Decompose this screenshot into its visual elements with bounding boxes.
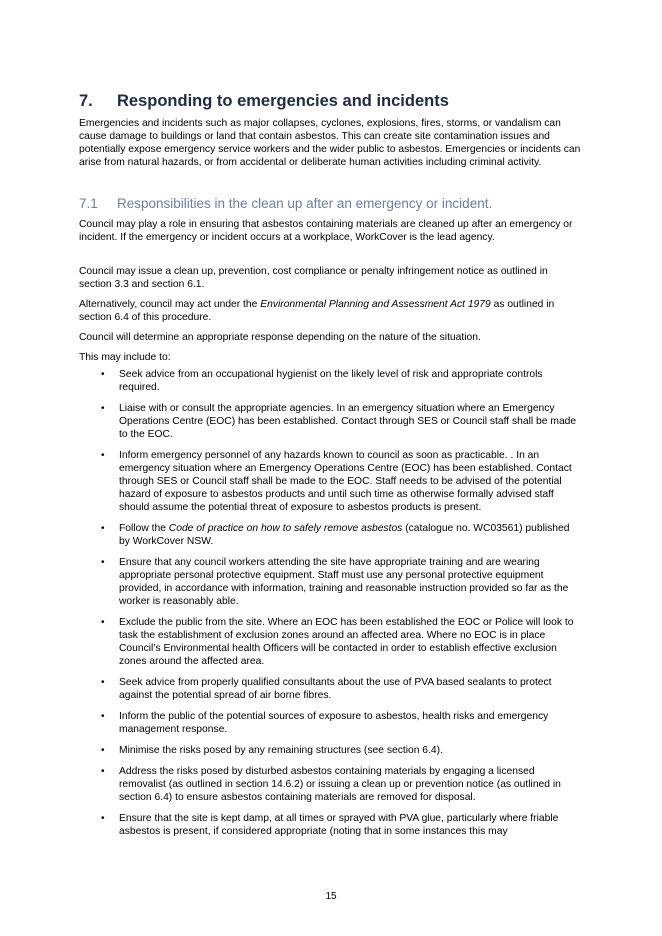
list-item: • Ensure that any council workers attending the site have appropriate training and are wearing appropriate personal protective equipment. Staff must use any personal protective equipment provided, in accordance with information, training and reasonable instruction provided so far as the worker is reasonably able. bbox=[101, 557, 569, 607]
paragraph: Alternatively, council may act under the Environmental Planning and Assessment Act 1979 as outlined in section 6.4 of this procedure. bbox=[79, 299, 555, 323]
bullet-icon: • bbox=[101, 450, 105, 461]
bullet-icon: • bbox=[101, 557, 105, 568]
list-item: • Minimise the risks posed by any remaining structures (see section 6.4). bbox=[101, 745, 443, 756]
bullet-icon: • bbox=[101, 711, 105, 722]
section-title: Responding to emergencies and incidents bbox=[117, 92, 449, 110]
subsection-title: Responsibilities in the clean up after an emergency or incident. bbox=[117, 196, 493, 211]
list-item: • Seek advice from an occupational hygienist on the likely level of risk and appropriate controls required. bbox=[101, 369, 543, 393]
bullet-icon: • bbox=[101, 523, 105, 534]
list-item: • Address the risks posed by disturbed asbestos containing materials by engaging a licensed removalist (as outlined in section 14.6.2) or issuing a clean up or prevention notice (as outlined in section 6.4) to ensure asbestos containing materials are removed for disposal. bbox=[101, 766, 561, 803]
paragraph: Council may play a role in ensuring that asbestos containing materials are cleaned up after an emergency or incident. If the emergency or incident occurs at a workplace, WorkCover is the lead agency. bbox=[79, 219, 573, 243]
bullet-icon: • bbox=[101, 766, 105, 777]
bullet-icon: • bbox=[101, 745, 105, 756]
list-item: • Inform emergency personnel of any hazards known to council as soon as practicable. . In an emergency situation where an Emergency Operations Centre (EOC) has been established. Contact through SES or Council staff shall be made to the EOC. Staff needs to be advised of the potential hazard of exposure to asbestos products and until such time as otherwise formally advised staff should assume the potential threat of exposure to asbestos products is present. bbox=[101, 450, 572, 513]
section-intro: Emergencies and incidents such as major collapses, cyclones, explosions, fires, storms, or vandalism can cause damage to buildings or land that contain asbestos. This can create site contamination issues and potentially expose emergency service workers and the wider public to asbestos. Emergencies or incidents can arise from natural hazards, or from accidental or deliberate human activities including criminal activity. bbox=[79, 118, 581, 168]
section-heading bbox=[79, 92, 583, 111]
list-item: • Exclude the public from the site. Where an EOC has been established the EOC or Police will look to task the establishment of exclusion zones around an affected area. Where no EOC is in place Council’s Environmental health Officers will be contacted in order to establish effective exclusion zones around the affected area. bbox=[101, 617, 574, 667]
subsection-number: 7.1 bbox=[79, 196, 98, 211]
list-item: • Follow the Code of practice on how to safely remove asbestos (catalogue no. WC03561) published by WorkCover NSW. bbox=[101, 523, 570, 547]
bullet-icon: • bbox=[101, 369, 105, 380]
subsection-heading bbox=[79, 196, 583, 211]
list-item: • Ensure that the site is kept damp, at all times or sprayed with PVA glue, particularly where friable asbestos is present, if considered appropriate (noting that in some instances this may bbox=[101, 813, 559, 837]
list-item: • Seek advice from properly qualified consultants about the use of PVA based sealants to protect against the potential spread of air borne fibres. bbox=[101, 677, 552, 701]
bullet-icon: • bbox=[101, 617, 105, 628]
section-number: 7. bbox=[79, 92, 93, 110]
bullet-icon: • bbox=[101, 813, 105, 824]
paragraph: Council may issue a clean up, prevention, cost compliance or penalty infringement notice as outlined in section 3.3 and section 6.1. bbox=[79, 266, 548, 290]
bullet-list bbox=[79, 368, 583, 846]
bullet-icon: • bbox=[101, 403, 105, 414]
list-item: • Liaise with or consult the appropriate agencies. In an emergency situation where an Emergency Operations Centre (EOC) has been established. Contact through SES or Council staff shall be made to the EOC. bbox=[101, 403, 577, 440]
paragraph: This may include to: bbox=[79, 352, 171, 363]
bullet-icon: • bbox=[101, 677, 105, 688]
paragraph: Council will determine an appropriate response depending on the nature of the situation. bbox=[79, 332, 481, 343]
list-item: • Inform the public of the potential sources of exposure to asbestos, health risks and emergency management response. bbox=[101, 711, 549, 735]
page-number: 15 bbox=[325, 891, 337, 902]
